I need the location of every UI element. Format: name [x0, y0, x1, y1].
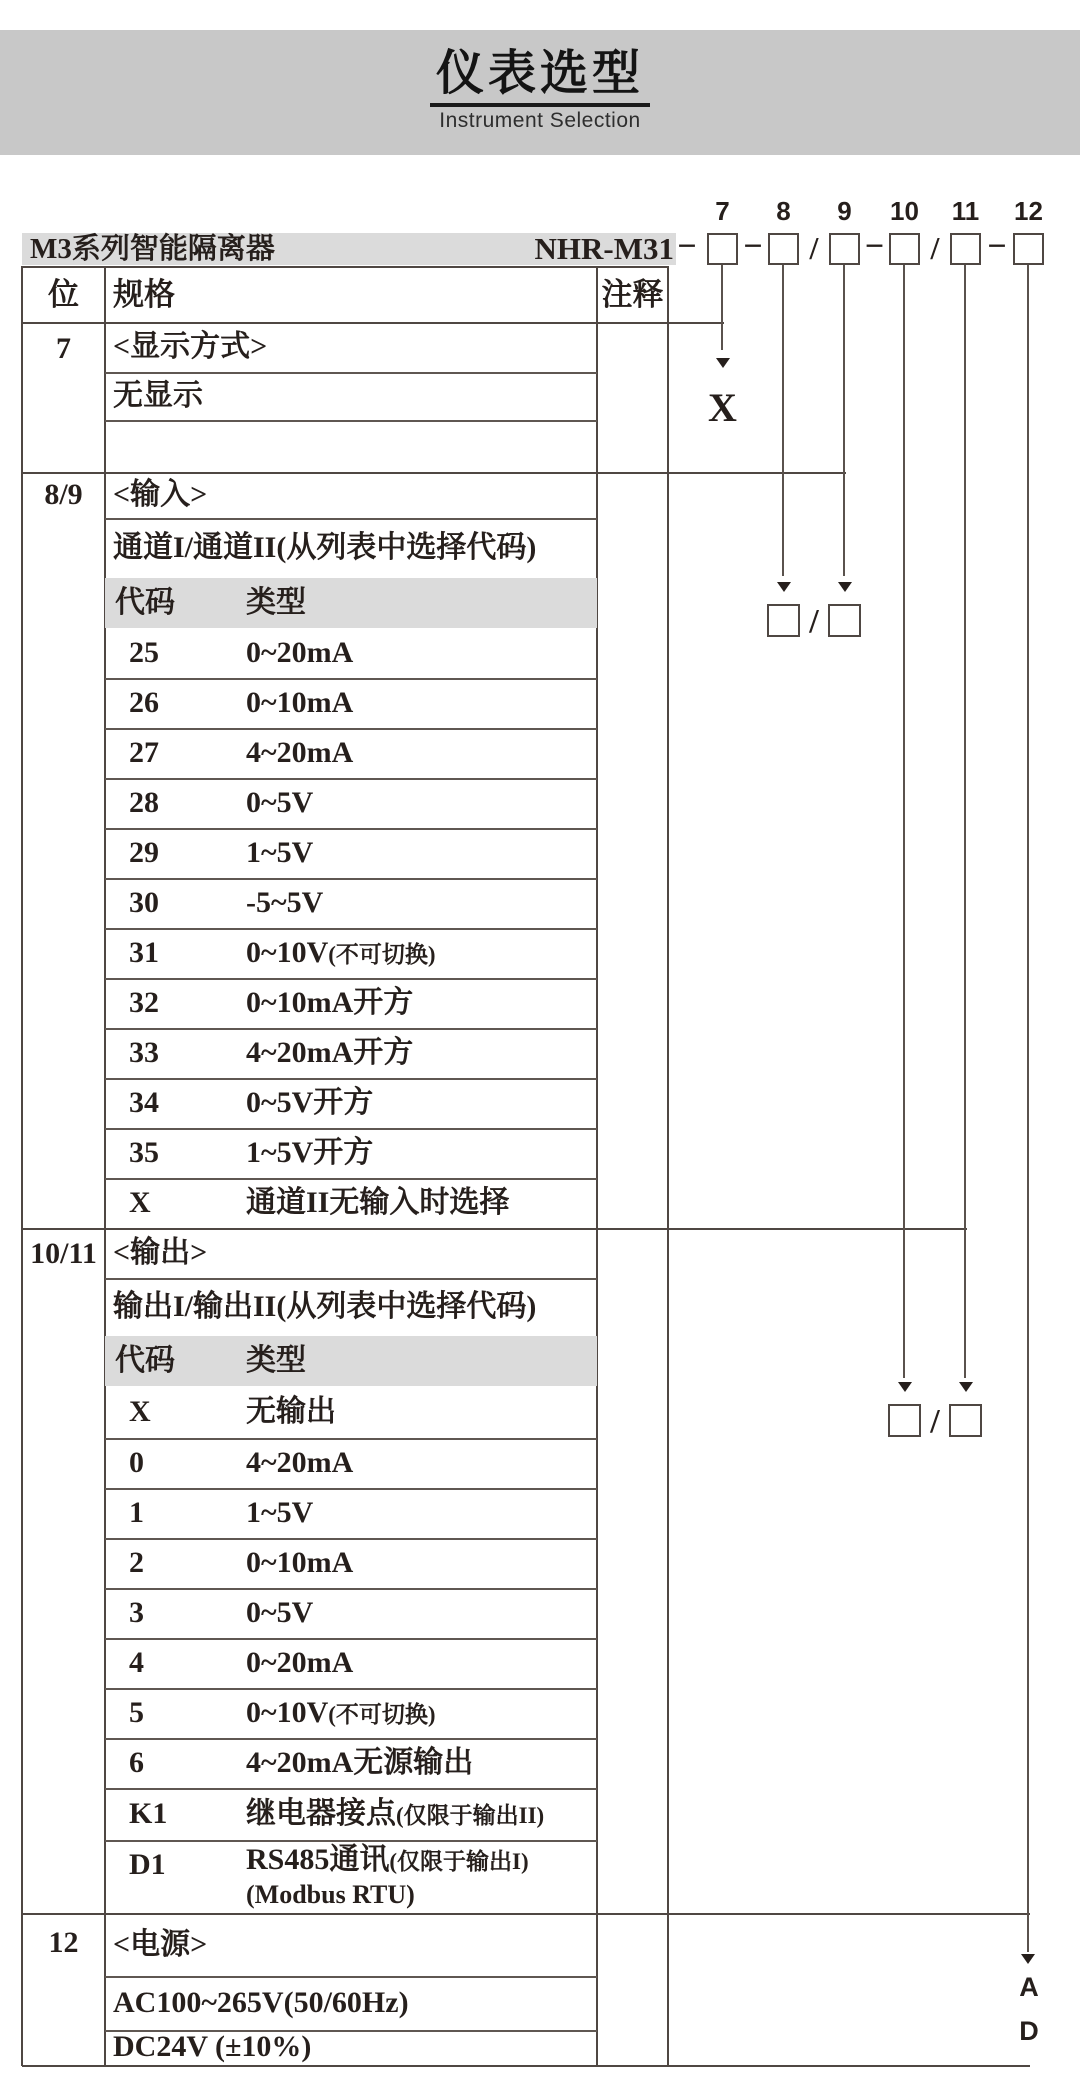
code-cell: X [129, 1395, 151, 1428]
table-border-right [667, 266, 669, 2066]
table-border-left [21, 266, 23, 2066]
code-separator: − [864, 228, 885, 265]
spec-row-no-display: 无显示 [113, 379, 203, 412]
code-cell: 3 [129, 1596, 144, 1629]
type-cell: 1~5V [246, 1496, 314, 1529]
type-cell: 0~10mA开方 [246, 986, 414, 1019]
row-divider [105, 1488, 597, 1490]
arrow-down-icon [716, 358, 730, 368]
group-position-8-9: 8/9 [44, 478, 83, 511]
code-box-7 [707, 233, 738, 265]
type-cell: 0~5V [246, 786, 314, 819]
type-cell [246, 1688, 436, 1738]
drop-line-7 [721, 265, 723, 350]
digit-label-10: 10 [890, 196, 919, 226]
code-separator: − [743, 228, 763, 265]
type-note: (不可切换) [328, 1702, 436, 1727]
code-cell: 32 [129, 986, 159, 1019]
type-text: 继电器接点 [246, 1797, 396, 1830]
drop-line-9 [843, 265, 845, 576]
code-header-type: 类型 [246, 586, 306, 619]
code-header-code: 代码 [115, 586, 175, 619]
table-border-top [22, 266, 668, 268]
row-divider [105, 1588, 597, 1590]
arrow-down-icon [1021, 1954, 1035, 1964]
col-header-spec: 规格 [113, 277, 175, 312]
title-banner [0, 30, 1080, 155]
digit-label-9: 9 [837, 196, 852, 226]
output-group-title: <输出> [113, 1236, 208, 1269]
digit-label-8: 8 [776, 196, 791, 226]
type-cell: 1~5V开方 [246, 1136, 374, 1169]
drop-line-12 [1027, 265, 1029, 1952]
type-note: (仅限于输出II) [396, 1803, 545, 1828]
type-cell: 0~10mA [246, 686, 354, 719]
product-series-label: M3系列智能隔离器 [30, 233, 275, 265]
code-separator: − [987, 228, 1007, 265]
output-code-box-1 [888, 1404, 921, 1437]
type-cell: 无输出 [246, 1395, 336, 1428]
code-cell: 28 [129, 786, 159, 819]
code-cell: 25 [129, 636, 159, 669]
type-cell: 0~5V [246, 1596, 314, 1629]
group-position-7: 7 [56, 332, 71, 365]
row-divider [105, 420, 597, 422]
drop-line-8 [782, 265, 784, 576]
arrow-down-icon [898, 1382, 912, 1392]
code-separator: / [930, 230, 940, 266]
table-divider-position [104, 266, 106, 2066]
table-divider-note [596, 266, 598, 2066]
drop-line-10 [903, 265, 905, 1378]
spec-row-display-mode: <显示方式> [113, 330, 268, 363]
code-box-9 [829, 233, 860, 265]
code-cell: X [129, 1186, 151, 1219]
page-title: 仪表选型 [430, 48, 650, 107]
type-cell: 0~5V开方 [246, 1086, 374, 1119]
type-cell: 0~10mA [246, 1546, 354, 1579]
power-dc-row: DC24V (±10%) [113, 2030, 312, 2063]
code-cell: 27 [129, 736, 159, 769]
type-text: 0~10V [246, 936, 329, 969]
code-header-code: 代码 [115, 1344, 175, 1377]
code-separator: − [677, 228, 697, 265]
code-cell: D1 [129, 1848, 166, 1881]
col-header-note: 注释 [601, 277, 664, 312]
type-cell: 0~20mA [246, 636, 354, 669]
digit-label-7: 7 [715, 196, 730, 226]
input-code-box-1 [767, 604, 800, 637]
type-cell: -5~5V [246, 886, 324, 919]
type-cell: 0~20mA [246, 1646, 354, 1679]
type-cell: 4~20mA [246, 1446, 354, 1479]
arrow-down-icon [777, 582, 791, 592]
type-cell [246, 1843, 529, 1877]
type-cell: 4~20mA无源输出 [246, 1746, 474, 1779]
pair-separator: / [809, 603, 819, 640]
type-cell: 1~5V [246, 836, 314, 869]
code-cell: 4 [129, 1646, 144, 1679]
code-header-band [105, 1336, 597, 1386]
type-cell-line2: (Modbus RTU) [246, 1880, 415, 1909]
type-cell: 4~20mA [246, 736, 354, 769]
group-position-10-11: 10/11 [30, 1237, 97, 1270]
type-cell: 4~20mA开方 [246, 1036, 414, 1069]
type-cell [246, 1788, 544, 1840]
type-note: (仅限于输出I) [389, 1849, 529, 1874]
input-group-subtitle: 通道I/通道II(从列表中选择代码) [113, 531, 537, 564]
page-subtitle: Instrument Selection [439, 108, 641, 132]
code-header-type: 类型 [246, 1344, 306, 1377]
group-position-12: 12 [48, 1926, 79, 1959]
code-box-8 [768, 233, 799, 265]
product-model: NHR-M31 [534, 231, 674, 266]
code-separator: / [809, 230, 819, 266]
code-cell: 29 [129, 836, 159, 869]
type-text: 0~10V [246, 1696, 329, 1729]
code-cell: 33 [129, 1036, 159, 1069]
code-cell: 6 [129, 1746, 144, 1779]
code-cell: 2 [129, 1546, 144, 1579]
type-text: RS485通讯 [246, 1843, 390, 1876]
type-cell: 通道II无输入时选择 [246, 1186, 510, 1219]
code-header-band [105, 578, 597, 628]
col-header-position: 位 [48, 277, 79, 312]
digit-label-11: 11 [951, 196, 980, 226]
power-group-title: <电源> [113, 1928, 208, 1961]
power-ac-row: AC100~265V(50/60Hz) [113, 1986, 409, 2019]
digit7-code-value: X [708, 385, 737, 430]
output-group-subtitle: 输出I/输出II(从列表中选择代码) [113, 1290, 537, 1323]
code-box-11 [950, 233, 981, 265]
code-cell: 34 [129, 1086, 159, 1119]
code-box-12 [1013, 233, 1044, 265]
row-divider [105, 778, 597, 780]
code-cell: 1 [129, 1496, 144, 1529]
code-cell: 5 [129, 1696, 144, 1729]
output-code-box-2 [949, 1404, 982, 1437]
power-code-d: D [1019, 2016, 1039, 2046]
row-divider [105, 1840, 597, 1842]
row-divider [105, 878, 597, 880]
digit-label-12: 12 [1014, 196, 1043, 226]
power-code-a: A [1019, 1972, 1039, 2002]
type-note: (不可切换) [328, 942, 436, 967]
pair-separator: / [930, 1403, 940, 1440]
arrow-down-icon [959, 1382, 973, 1392]
input-group-title: <输入> [113, 478, 208, 511]
code-cell: 30 [129, 886, 159, 919]
code-cell: 31 [129, 936, 159, 969]
code-cell: 0 [129, 1446, 144, 1479]
row-divider [105, 828, 597, 830]
code-cell: 26 [129, 686, 159, 719]
arrow-down-icon [838, 582, 852, 592]
code-box-10 [889, 233, 920, 265]
code-cell: 35 [129, 1136, 159, 1169]
type-cell [246, 928, 436, 978]
code-cell: K1 [129, 1797, 168, 1830]
drop-line-11 [964, 265, 966, 1378]
input-code-box-2 [828, 604, 861, 637]
